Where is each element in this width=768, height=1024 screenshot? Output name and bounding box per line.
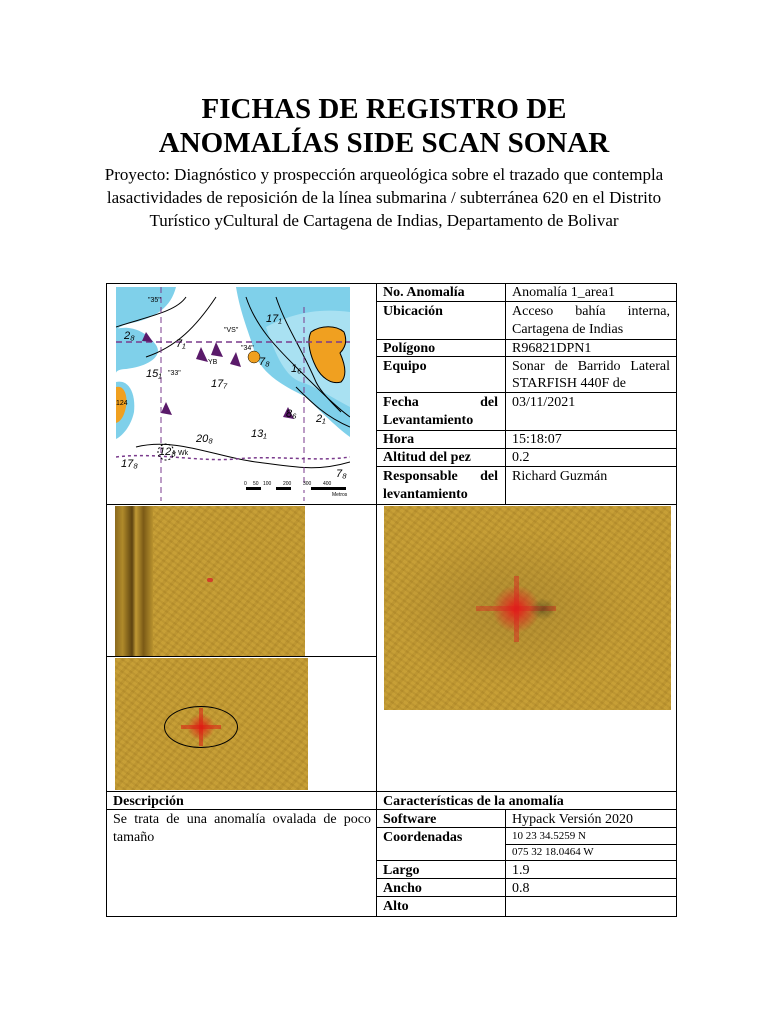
document-title [0, 92, 768, 160]
scale-label: 100 [263, 481, 272, 487]
ubicacion-value-1: Acceso bahía interna, [512, 304, 670, 319]
altitud-value: 0.2 [512, 450, 530, 465]
row-line [106, 504, 677, 505]
hora-label: Hora [383, 432, 415, 447]
sounding-label: 2₁ [316, 413, 326, 425]
row-line [106, 791, 677, 792]
sounding-label: 12₈ [159, 446, 176, 458]
altitud-label: Altitud del pez [383, 450, 471, 465]
responsable-label-1: Responsable del [383, 469, 498, 484]
sounding-label: 2₈ [124, 330, 135, 342]
software-value: Hypack Versión 2020 [512, 812, 634, 827]
chart-label: "33" [168, 370, 181, 377]
scale-label: Metros [332, 492, 348, 498]
ubicacion-value-2: Cartagena de Indias [512, 322, 624, 337]
scale-label: 300 [303, 481, 312, 487]
characteristics-heading: Características de la anomalía [383, 794, 564, 809]
coordinate-longitude: 075 32 18.0464 W [512, 846, 594, 858]
equipo-value-2: STARFISH 440F de [512, 376, 627, 391]
sounding-label: 17₁ [266, 313, 282, 325]
sounding-label: 7₈ [259, 356, 270, 368]
title-line-2: ANOMALÍAS SIDE SCAN SONAR [158, 127, 610, 159]
alto-label: Alto [383, 899, 409, 914]
table-divider [505, 283, 506, 504]
sonar-waterfall-image [115, 506, 305, 656]
sonar-closeup-image [115, 658, 308, 790]
anomalia-label: No. Anomalía [383, 285, 465, 300]
responsable-label-2: levantamiento [383, 487, 468, 502]
fecha-label-2: Levantamiento [383, 413, 474, 428]
chart-label: "VS" [224, 327, 239, 334]
coordinate-latitude: 10 23 34.5259 N [512, 830, 586, 842]
project-description: Proyecto: Diagnóstico y prospección arqueológica sobre el trazado que contempla lasactividades de reposición de la línea submarina / subterránea 620 en el Distrito Turístico yCultural de Cartagena de Indias, Departamento de Bolivar [104, 165, 664, 230]
ancho-value: 0.8 [512, 881, 530, 896]
description-text-line: Se trata de una anomalía ovalada de poco [113, 812, 371, 827]
title-line-1: FICHAS DE REGISTRO DE [201, 93, 567, 125]
scale-label: 200 [283, 481, 292, 487]
sounding-label: 15₁ [146, 368, 162, 380]
description-heading: Descripción [113, 794, 184, 809]
nautical-chart-image [116, 287, 350, 501]
scale-label: 400 [323, 481, 332, 487]
coordenadas-label: Coordenadas [383, 830, 463, 845]
chart-label: YB [208, 359, 218, 366]
sounding-label: 13₁ [251, 428, 267, 440]
poligono-value: R96821DPN1 [512, 341, 592, 356]
table-divider [505, 809, 506, 917]
sounding-label: 7₈ [336, 468, 347, 480]
responsable-value: Richard Guzmán [512, 469, 608, 484]
software-label: Software [383, 812, 437, 827]
chart-label: "34" [241, 345, 254, 352]
fecha-value: 03/11/2021 [512, 395, 576, 410]
sounding-label: 20₈ [196, 433, 213, 445]
largo-label: Largo [383, 863, 420, 878]
poligono-label: Polígono [383, 341, 436, 356]
sonar-target-image [384, 506, 671, 710]
sounding-label: 1₆ [291, 363, 302, 375]
nautical-chart-svg [116, 287, 350, 501]
row-line [376, 860, 677, 861]
fecha-label-1: Fecha del [383, 395, 498, 410]
hora-value: 15:18:07 [512, 432, 562, 447]
largo-value: 1.9 [512, 863, 530, 878]
equipo-label: Equipo [383, 359, 427, 374]
row-line [106, 656, 376, 657]
sounding-label: 7₁ [176, 338, 186, 350]
ancho-label: Ancho [383, 881, 422, 896]
sounding-label: 8₆ [286, 408, 297, 420]
equipo-value-1: Sonar de Barrido Lateral [512, 359, 670, 374]
row-line [376, 301, 677, 302]
description-text-line: tamaño [113, 830, 155, 845]
ubicacion-label: Ubicación [383, 304, 443, 319]
scale-label: 0 [244, 481, 247, 487]
scale-label: 50 [253, 481, 259, 487]
table-divider [376, 283, 377, 917]
sounding-label: 17₈ [121, 458, 138, 470]
chart-label: Wk [178, 450, 189, 457]
row-line [376, 392, 677, 393]
anomaly-ellipse [164, 706, 238, 748]
row-line [376, 466, 677, 467]
chart-label: 124 [116, 400, 128, 407]
sounding-label: 17₇ [211, 378, 228, 390]
anomalia-value: Anomalía 1_area1 [512, 285, 616, 300]
chart-label: "35" [148, 297, 161, 304]
row-line [505, 844, 677, 845]
